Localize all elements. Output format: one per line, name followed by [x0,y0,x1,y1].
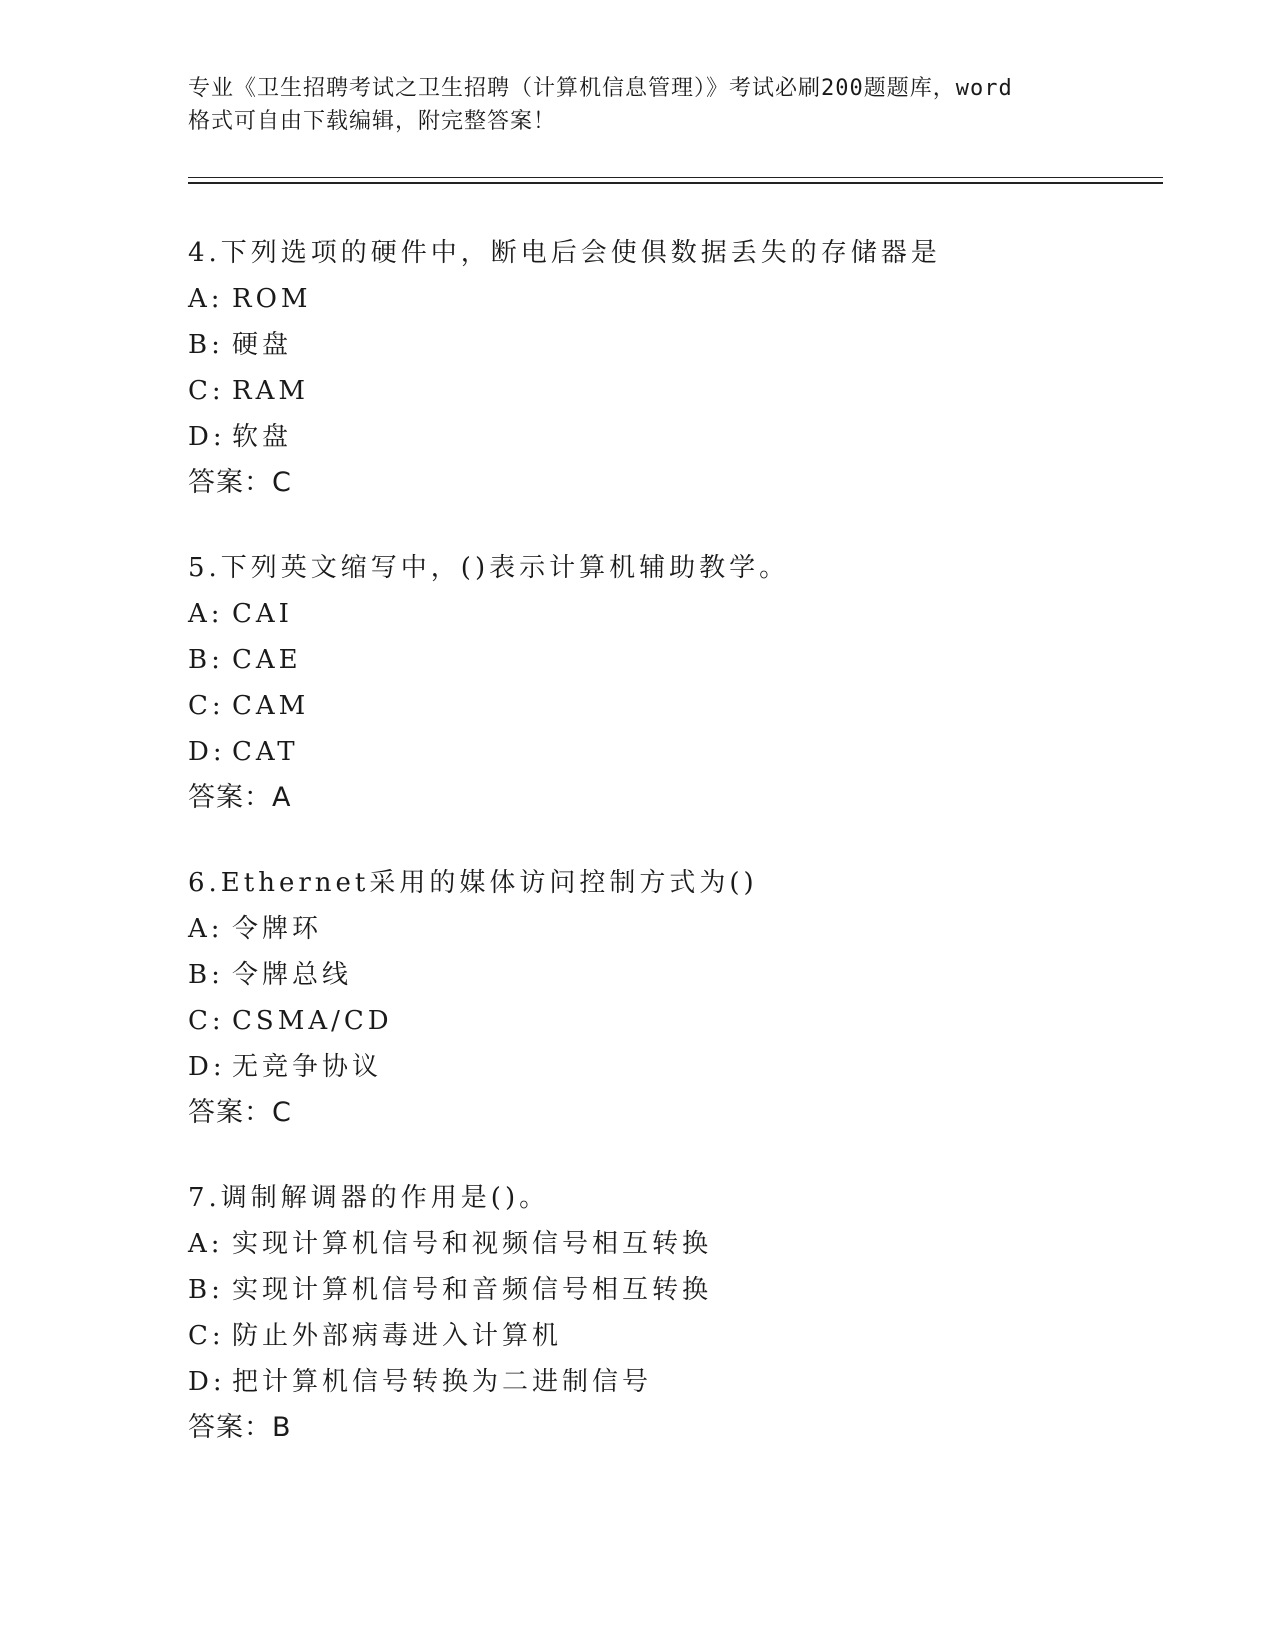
option-a [188,906,1138,952]
header-line-1: 专业《卫生招聘考试之卫生招聘（计算机信息管理）》考试必刷200题题库，word [188,76,1013,101]
option-b [188,1267,1138,1313]
option-text: CAM [232,691,310,721]
option-a [188,1221,1138,1267]
option-text: 令牌总线 [232,960,353,990]
option-d [188,414,1138,460]
document-header [188,72,1088,138]
question-block [188,1175,1138,1451]
option-c [188,368,1138,414]
option-c [188,998,1138,1044]
option-text: ROM [232,284,312,314]
answer-label: 答案：B [188,1412,292,1443]
option-text: CSMA/CD [232,1006,393,1036]
header-divider-thin [188,177,1163,178]
option-a [188,591,1138,637]
option-letter: B: [188,645,224,675]
option-text: CAT [232,737,299,767]
option-letter: D: [188,1052,226,1082]
option-text: CAE [232,645,302,675]
answer-label: 答案：C [188,467,292,498]
option-letter: D: [188,422,226,452]
option-letter: C: [188,376,225,406]
answer-label: 答案：C [188,1097,292,1128]
option-d [188,1044,1138,1090]
option-text: 硬盘 [232,330,293,360]
header-divider-thick [188,182,1163,184]
option-letter: A: [188,1229,224,1259]
option-text: RAM [232,376,309,406]
option-letter: D: [188,737,226,767]
option-letter: C: [188,1006,225,1036]
answer-label: 答案：A [188,782,292,813]
option-text: CAI [232,599,293,629]
option-letter: A: [188,284,224,314]
option-b [188,637,1138,683]
question-block [188,545,1138,821]
question-block [188,860,1138,1136]
option-text: 令牌环 [232,914,323,944]
option-letter: C: [188,1321,225,1351]
option-letter: A: [188,599,224,629]
option-letter: B: [188,1275,224,1305]
option-letter: C: [188,691,225,721]
option-text: 软盘 [232,422,293,452]
option-d [188,1359,1138,1405]
option-c [188,683,1138,729]
question-block [188,230,1138,506]
option-b [188,952,1138,998]
question-title: 7.调制解调器的作用是()。 [188,1183,550,1213]
option-letter: B: [188,960,224,990]
option-a [188,276,1138,322]
option-text: 防止外部病毒进入计算机 [232,1321,563,1351]
option-text: 实现计算机信号和视频信号相互转换 [232,1229,713,1259]
question-title: 4.下列选项的硬件中，断电后会使俱数据丢失的存储器是 [188,238,941,268]
header-line-2: 格式可自由下载编辑，附完整答案！ [188,109,557,134]
option-d [188,729,1138,775]
option-letter: A: [188,914,224,944]
option-letter: D: [188,1367,226,1397]
question-title: 5.下列英文缩写中，()表示计算机辅助教学。 [188,553,790,583]
option-b [188,322,1138,368]
question-title: 6.Ethernet采用的媒体访问控制方式为() [188,868,758,898]
option-letter: B: [188,330,224,360]
option-text: 把计算机信号转换为二进制信号 [232,1367,653,1397]
option-text: 实现计算机信号和音频信号相互转换 [232,1275,713,1305]
option-c [188,1313,1138,1359]
option-text: 无竞争协议 [232,1052,383,1082]
